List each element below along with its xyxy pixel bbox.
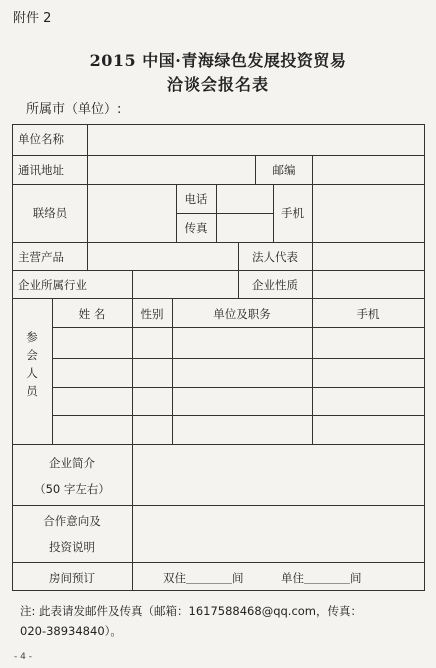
col-position-header: 单位及职务 [213,307,271,321]
coop-label-line1: 合作意向及 [43,514,101,528]
col-gender-header: 性别 [140,307,164,321]
main-product-label: 主营产品 [18,250,64,264]
address-label: 通讯地址 [18,163,64,177]
fax-label: 传真 [184,221,208,235]
page-number: - 4 - [14,652,32,662]
mobile-label: 手机 [281,206,304,220]
submission-note [20,601,420,641]
note-line2: 020-38934840）。 [20,624,122,638]
col-mobile-header: 手机 [356,307,380,321]
attachment-label: 附件 2 [13,11,52,26]
double-room-field[interactable]: 双住＿＿＿＿间 [163,571,244,585]
phone-label: 电话 [184,192,208,206]
postcode-label: 邮编 [272,163,296,177]
unit-name-label: 单位名称 [18,132,64,146]
participants-label: 参会人员 [26,330,38,398]
nature-label: 企业性质 [252,278,298,292]
affiliation-label: 所属市（单位）: [26,102,122,117]
intro-label: 企业简介 [49,456,95,470]
form-title-line2: 洽谈会报名表 [166,75,269,94]
room-booking-label: 房间预订 [49,571,95,585]
col-name-header: 姓 名 [78,307,106,321]
single-room-field[interactable]: 单住＿＿＿＿间 [281,571,362,585]
contact-label: 联络员 [32,206,68,220]
coop-label-line2: 投资说明 [49,540,95,554]
intro-hint: （50 字左右） [34,482,110,496]
industry-label: 企业所属行业 [18,278,87,292]
form-title-line1: 2015 中国·青海绿色发展投资贸易 [89,51,347,70]
note-line1: 注: 此表请发邮件及传真（邮箱：1617588468@qq.com，传真： [20,604,363,618]
legal-rep-label: 法人代表 [252,250,298,264]
